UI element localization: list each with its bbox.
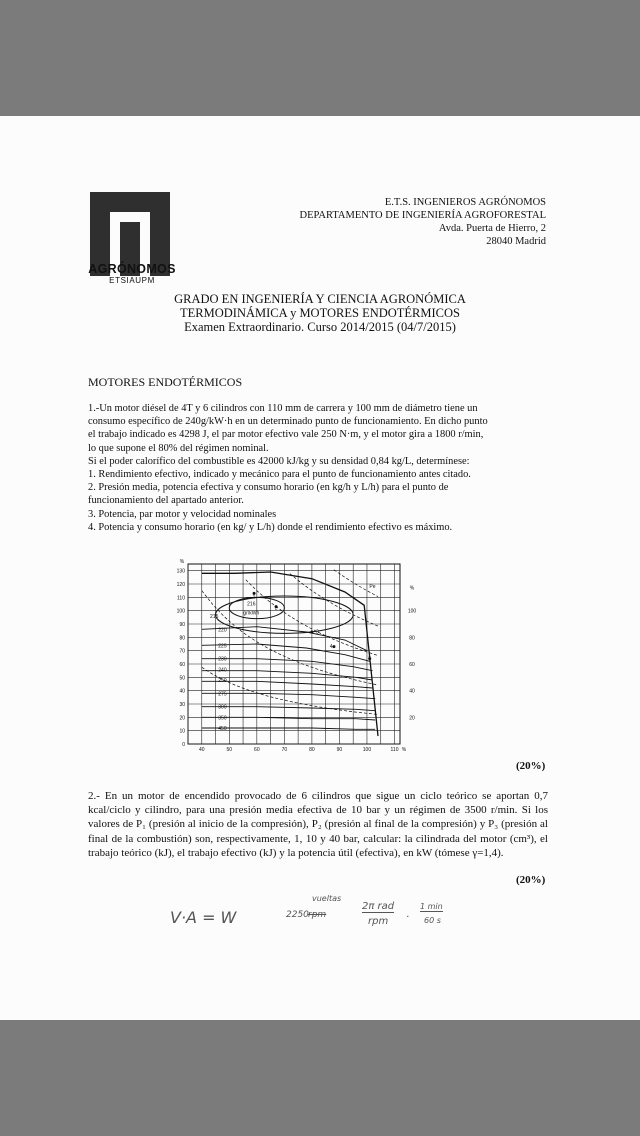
- y-tick-label: 10: [179, 728, 185, 735]
- y-axis-label: %: [179, 559, 185, 565]
- iso-consumption-contour: [202, 704, 375, 711]
- title-line: GRADO EN INGENIERÍA Y CIENCIA AGRONÓMICA: [174, 292, 466, 306]
- problem-line: consumo específico de 240g/kW·h en un determinado punto de funcionamiento. En dicho punto: [88, 416, 488, 428]
- iso-consumption-contour: [202, 717, 375, 720]
- problem-1: [88, 402, 548, 534]
- chart-curves: [202, 570, 378, 736]
- y-tick-label: 100: [176, 608, 185, 615]
- y-tick-label: 120: [176, 582, 185, 588]
- contour-label: 450: [218, 726, 227, 732]
- point-label: 5: [368, 656, 372, 662]
- point-label: 2: [274, 605, 278, 612]
- handwritten-calc: rpm: [368, 916, 389, 927]
- logo-subname: ETSIAUPM: [109, 276, 155, 285]
- y-tick-label: 40: [179, 688, 185, 695]
- contour-label: 350: [218, 715, 227, 722]
- x-tick-label: 80: [309, 747, 315, 753]
- handwritten-calc: rpm: [308, 910, 327, 920]
- y-tick-label: 110: [177, 595, 185, 602]
- operating-point: [329, 644, 335, 650]
- handwritten-calc: 2250: [286, 910, 309, 920]
- right-tick-label: 20: [409, 715, 415, 722]
- header-line: Avda. Puerta de Hierro, 2: [438, 223, 546, 234]
- operating-point: [310, 631, 313, 634]
- contour-label: 240: [218, 667, 227, 674]
- point-label: 4: [329, 644, 333, 650]
- right-tick-label: 40: [409, 688, 415, 695]
- header-line: 28040 Madrid: [486, 236, 546, 247]
- contour-label: 230: [218, 656, 227, 663]
- x-tick-label: 40: [198, 747, 205, 753]
- handwritten-calc: 60 s: [424, 916, 441, 925]
- x-tick-label: 70: [281, 747, 288, 753]
- y-tick-label: 50: [179, 675, 185, 682]
- title-line: Examen Extraordinario. Curso 2014/2015 (04/7/2015): [184, 320, 456, 334]
- logo-name: AGRÓNOMOS: [88, 262, 176, 276]
- x-axis-label: %: [401, 747, 407, 753]
- annotation-label: gr/kWh: [243, 610, 260, 617]
- problem-line: 4. Potencia y consumo horario (en kg/ y L/h) donde el rendimiento efectivo es máximo.: [88, 521, 453, 533]
- right-tick-label: 80: [409, 635, 415, 642]
- right-axis-label: %: [409, 585, 415, 592]
- point-label: 1: [252, 594, 256, 601]
- x-tick-label: 60: [254, 747, 260, 753]
- y-tick-label: 30: [179, 702, 185, 708]
- contour-label: 250: [218, 678, 227, 684]
- problem-1-weight: (20%): [516, 760, 546, 772]
- x-tick-label: 50: [226, 747, 233, 753]
- annotation-label: Pe: [369, 584, 376, 590]
- handwritten-calc: ·: [406, 912, 410, 923]
- problem-line: el trabajo indicado es 4298 J, el par motor efectivo vale 250 N·m, y el motor gira a 1800 r/min,: [88, 429, 484, 441]
- x-tick-label: 90: [336, 747, 343, 753]
- contour-label: 275: [218, 691, 227, 698]
- problem-line: Si el poder calorífico del combustible es 42000 kJ/kg y su densidad 0,84 kg/L, determínese:: [88, 455, 470, 467]
- handwritten-calc: 1 min: [420, 902, 443, 911]
- right-tick-label: 60: [409, 662, 415, 668]
- annotation-label: 216: [247, 601, 256, 608]
- handwritten-calc: 2π rad: [362, 901, 395, 912]
- y-tick-label: 20: [179, 715, 185, 722]
- right-tick-label: 100: [407, 608, 417, 615]
- y-tick-label: 60: [179, 662, 185, 668]
- problem-line: 2. Presión media, potencia efectiva y consumo horario (en kg/h y L/h) para el punto de: [88, 482, 449, 494]
- problem-line: 1.-Un motor diésel de 4T y 6 cilindros con 110 mm de carrera y 100 mm de diámetro tiene un: [88, 403, 478, 414]
- header-line: DEPARTAMENTO DE INGENIERÍA AGROFORESTAL: [299, 210, 546, 221]
- exam-sheet: [0, 116, 640, 1020]
- section-title: MOTORES ENDOTÉRMICOS: [88, 375, 243, 389]
- contour-label: 225: [218, 643, 227, 650]
- iso-consumption-contour: [202, 693, 375, 698]
- y-tick-label: 70: [179, 648, 185, 655]
- title-line: TERMODINÁMICA y MOTORES ENDOTÉRMICOS: [180, 306, 460, 320]
- handwritten-formula: V·A = W: [170, 908, 237, 927]
- problem-line: 1. Rendimiento efectivo, indicado y mecánico para el punto de funcionamiento antes citado.: [88, 469, 471, 481]
- power-hyperbola: [290, 574, 378, 627]
- iso-consumption-contour: [202, 728, 375, 729]
- problem-line: funcionamiento del apartado anterior.: [88, 495, 244, 507]
- institution-header: [300, 196, 547, 248]
- problem-line: lo que supone el 80% del régimen nominal.: [88, 442, 269, 454]
- x-tick-label: 100: [362, 747, 372, 753]
- iso-consumption-contour: [202, 671, 373, 680]
- handwritten-calc: vueltas: [312, 894, 342, 903]
- iso-consumption-contour: [202, 681, 373, 688]
- contour-label: 220: [218, 627, 227, 634]
- point-label: 3: [316, 629, 319, 636]
- header-line: E.T.S. INGENIEROS AGRÓNOMOS: [384, 197, 546, 208]
- y-tick-label: 90: [179, 622, 185, 628]
- y-tick-label: 80: [179, 635, 185, 642]
- y-tick-label: 130: [176, 568, 185, 575]
- contour-label: 300: [218, 704, 227, 711]
- iso-consumption-contour: [202, 656, 373, 674]
- engine-map-chart: [166, 556, 426, 756]
- x-tick-label: 110: [390, 747, 399, 753]
- problem-line: 3. Potencia, par motor y velocidad nominales: [88, 508, 277, 520]
- contour-label: 215: [210, 614, 219, 620]
- exam-title: [110, 292, 530, 334]
- y-tick-label: 0: [182, 742, 185, 748]
- problem-2: 2.- En un motor de encendido provocado de 6 cilindros que sigue un ciclo teórico se aportan 0,7 kcal/ciclo y cilindro, para una presión media efectiva de 10 bar y un régimen de 3500 r/min. Si los valores de P₁ (presión al inicio de la compresión), P₂ (presión al final de la compresión) y P₃ (presión al final de la combustión) son, respectivamente, 1, 10 y 40 bar, calcular: la cilindrada del motor (cm³), el trabajo teórico (kJ), el trabajo efectivo (kJ) y la potencia útil (efectiva), en kW (tómese γ=1,4).: [88, 790, 548, 859]
- problem-2-weight: (20%): [516, 874, 546, 886]
